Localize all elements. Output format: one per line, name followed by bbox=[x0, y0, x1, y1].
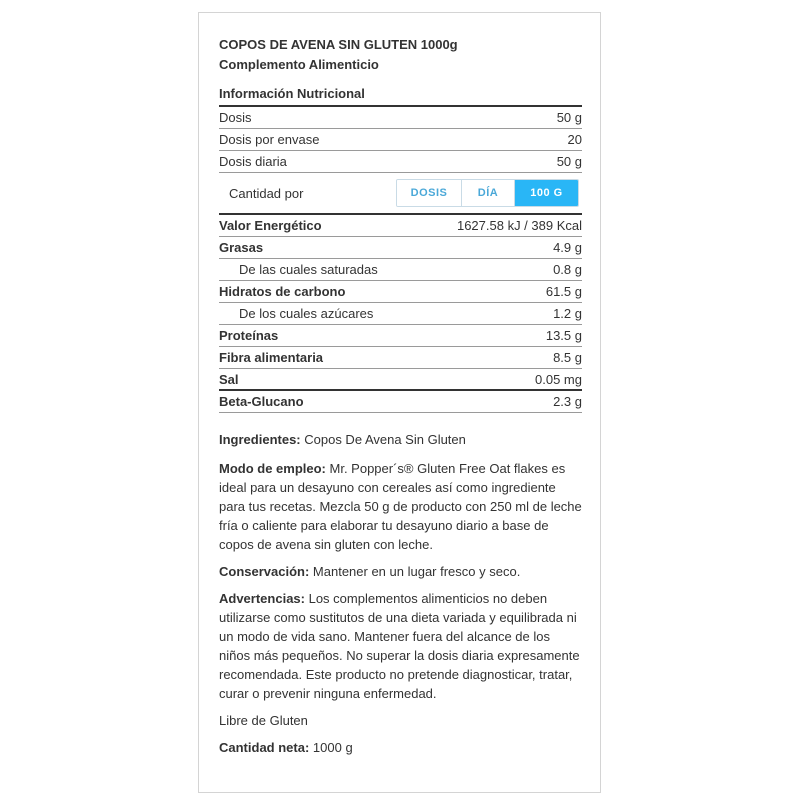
serving-row bbox=[219, 151, 582, 173]
advertencias-text: Los complementos alimenticios no deben utilizarse como sustitutos de una dieta variada y equilibrada ni un modo de vida sano. Mantener fuera del alcance de los niños más pequeños. No superar la dosis diaria expresamente recomendada. Este producto no pretende diagnosticar, tratar, curar o prevenir ninguna enfermedad. bbox=[219, 591, 580, 701]
serving-label: Dosis por envase bbox=[219, 132, 320, 147]
nutrient-row bbox=[219, 259, 582, 281]
nutrient-label: Grasas bbox=[219, 240, 264, 255]
cantidad-neta-label: Cantidad neta: bbox=[219, 740, 310, 755]
nutrient-row bbox=[219, 391, 582, 413]
advertencias-label: Advertencias: bbox=[219, 591, 305, 606]
nutrient-label: Hidratos de carbono bbox=[219, 284, 346, 299]
modo-empleo-text: Mr. Popper´s® Gluten Free Oat flakes es ideal para un desayuno con cereales así como ingrediente para tus recetas. Mezcla 50 g de producto con 250 ml de leche fría o caliente para elaborar tu desayuno diario a base de copos de avena sin gluten con leche. bbox=[219, 461, 582, 552]
toggle-dia-button[interactable]: DÍA bbox=[462, 180, 515, 206]
nutrient-value: 8.5 g bbox=[553, 350, 582, 365]
conservacion-paragraph bbox=[219, 562, 582, 581]
toggle-dosis-button[interactable]: DOSIS bbox=[397, 180, 462, 206]
product-title: COPOS DE AVENA SIN GLUTEN 1000g bbox=[219, 37, 458, 52]
nutrient-value: 1.2 g bbox=[553, 306, 582, 321]
nutrition-card bbox=[198, 12, 601, 793]
nutrient-label: De las cuales saturadas bbox=[239, 262, 378, 277]
portion-toggle bbox=[396, 179, 579, 207]
nutrient-row bbox=[219, 237, 582, 259]
nutrient-row bbox=[219, 325, 582, 347]
nutrient-value: 61.5 g bbox=[545, 284, 582, 299]
nutrient-label: Sal bbox=[219, 371, 239, 387]
nutrient-value: 0.8 g bbox=[553, 262, 582, 277]
nutrient-label: Beta-Glucano bbox=[219, 394, 304, 409]
gluten-free-note: Libre de Gluten bbox=[219, 713, 308, 728]
serving-label: Dosis bbox=[219, 110, 252, 125]
serving-label: Dosis diaria bbox=[219, 154, 287, 169]
nutrient-label: Proteínas bbox=[219, 328, 279, 343]
nutrient-value: 1627.58 kJ / 389 Kcal bbox=[456, 218, 582, 233]
nutrient-label: Fibra alimentaria bbox=[219, 350, 324, 365]
nutrition-header: Información Nutricional bbox=[219, 83, 582, 107]
nutrient-label: Valor Energético bbox=[219, 218, 322, 233]
modo-empleo-label: Modo de empleo: bbox=[219, 461, 326, 476]
cantidad-por-label: Cantidad por bbox=[229, 185, 304, 201]
nutrient-row bbox=[219, 347, 582, 369]
cantidad-por-row bbox=[219, 173, 582, 215]
ingredientes-text: Copos De Avena Sin Gluten bbox=[300, 432, 466, 447]
nutrient-value: 13.5 g bbox=[545, 328, 582, 343]
nutrient-row bbox=[219, 369, 582, 391]
nutrient-row bbox=[219, 303, 582, 325]
advertencias-paragraph bbox=[219, 589, 582, 703]
serving-value: 50 g bbox=[556, 154, 582, 169]
serving-value: 50 g bbox=[556, 110, 582, 125]
nutrient-row bbox=[219, 281, 582, 303]
nutrient-row bbox=[219, 215, 582, 237]
cantidad-neta-text: 1000 g bbox=[309, 740, 353, 755]
card-content bbox=[219, 35, 582, 757]
serving-row bbox=[219, 129, 582, 151]
ingredientes-paragraph bbox=[219, 430, 582, 449]
nutrient-label: De los cuales azúcares bbox=[239, 306, 374, 321]
ingredientes-label: Ingredientes: bbox=[219, 432, 301, 447]
toggle-100g-button[interactable]: 100 G bbox=[515, 180, 578, 206]
modo-empleo-paragraph bbox=[219, 459, 582, 554]
conservacion-label: Conservación: bbox=[219, 564, 310, 579]
conservacion-text: Mantener en un lugar fresco y seco. bbox=[309, 564, 521, 579]
cantidad-neta-paragraph bbox=[219, 738, 582, 757]
nutrient-value: 2.3 g bbox=[553, 394, 582, 409]
serving-row bbox=[219, 107, 582, 129]
nutrient-value: 0.05 mg bbox=[535, 371, 582, 387]
serving-value: 20 bbox=[567, 132, 582, 147]
nutrient-value: 4.9 g bbox=[553, 240, 582, 255]
product-subtitle: Complemento Alimenticio bbox=[219, 57, 379, 72]
